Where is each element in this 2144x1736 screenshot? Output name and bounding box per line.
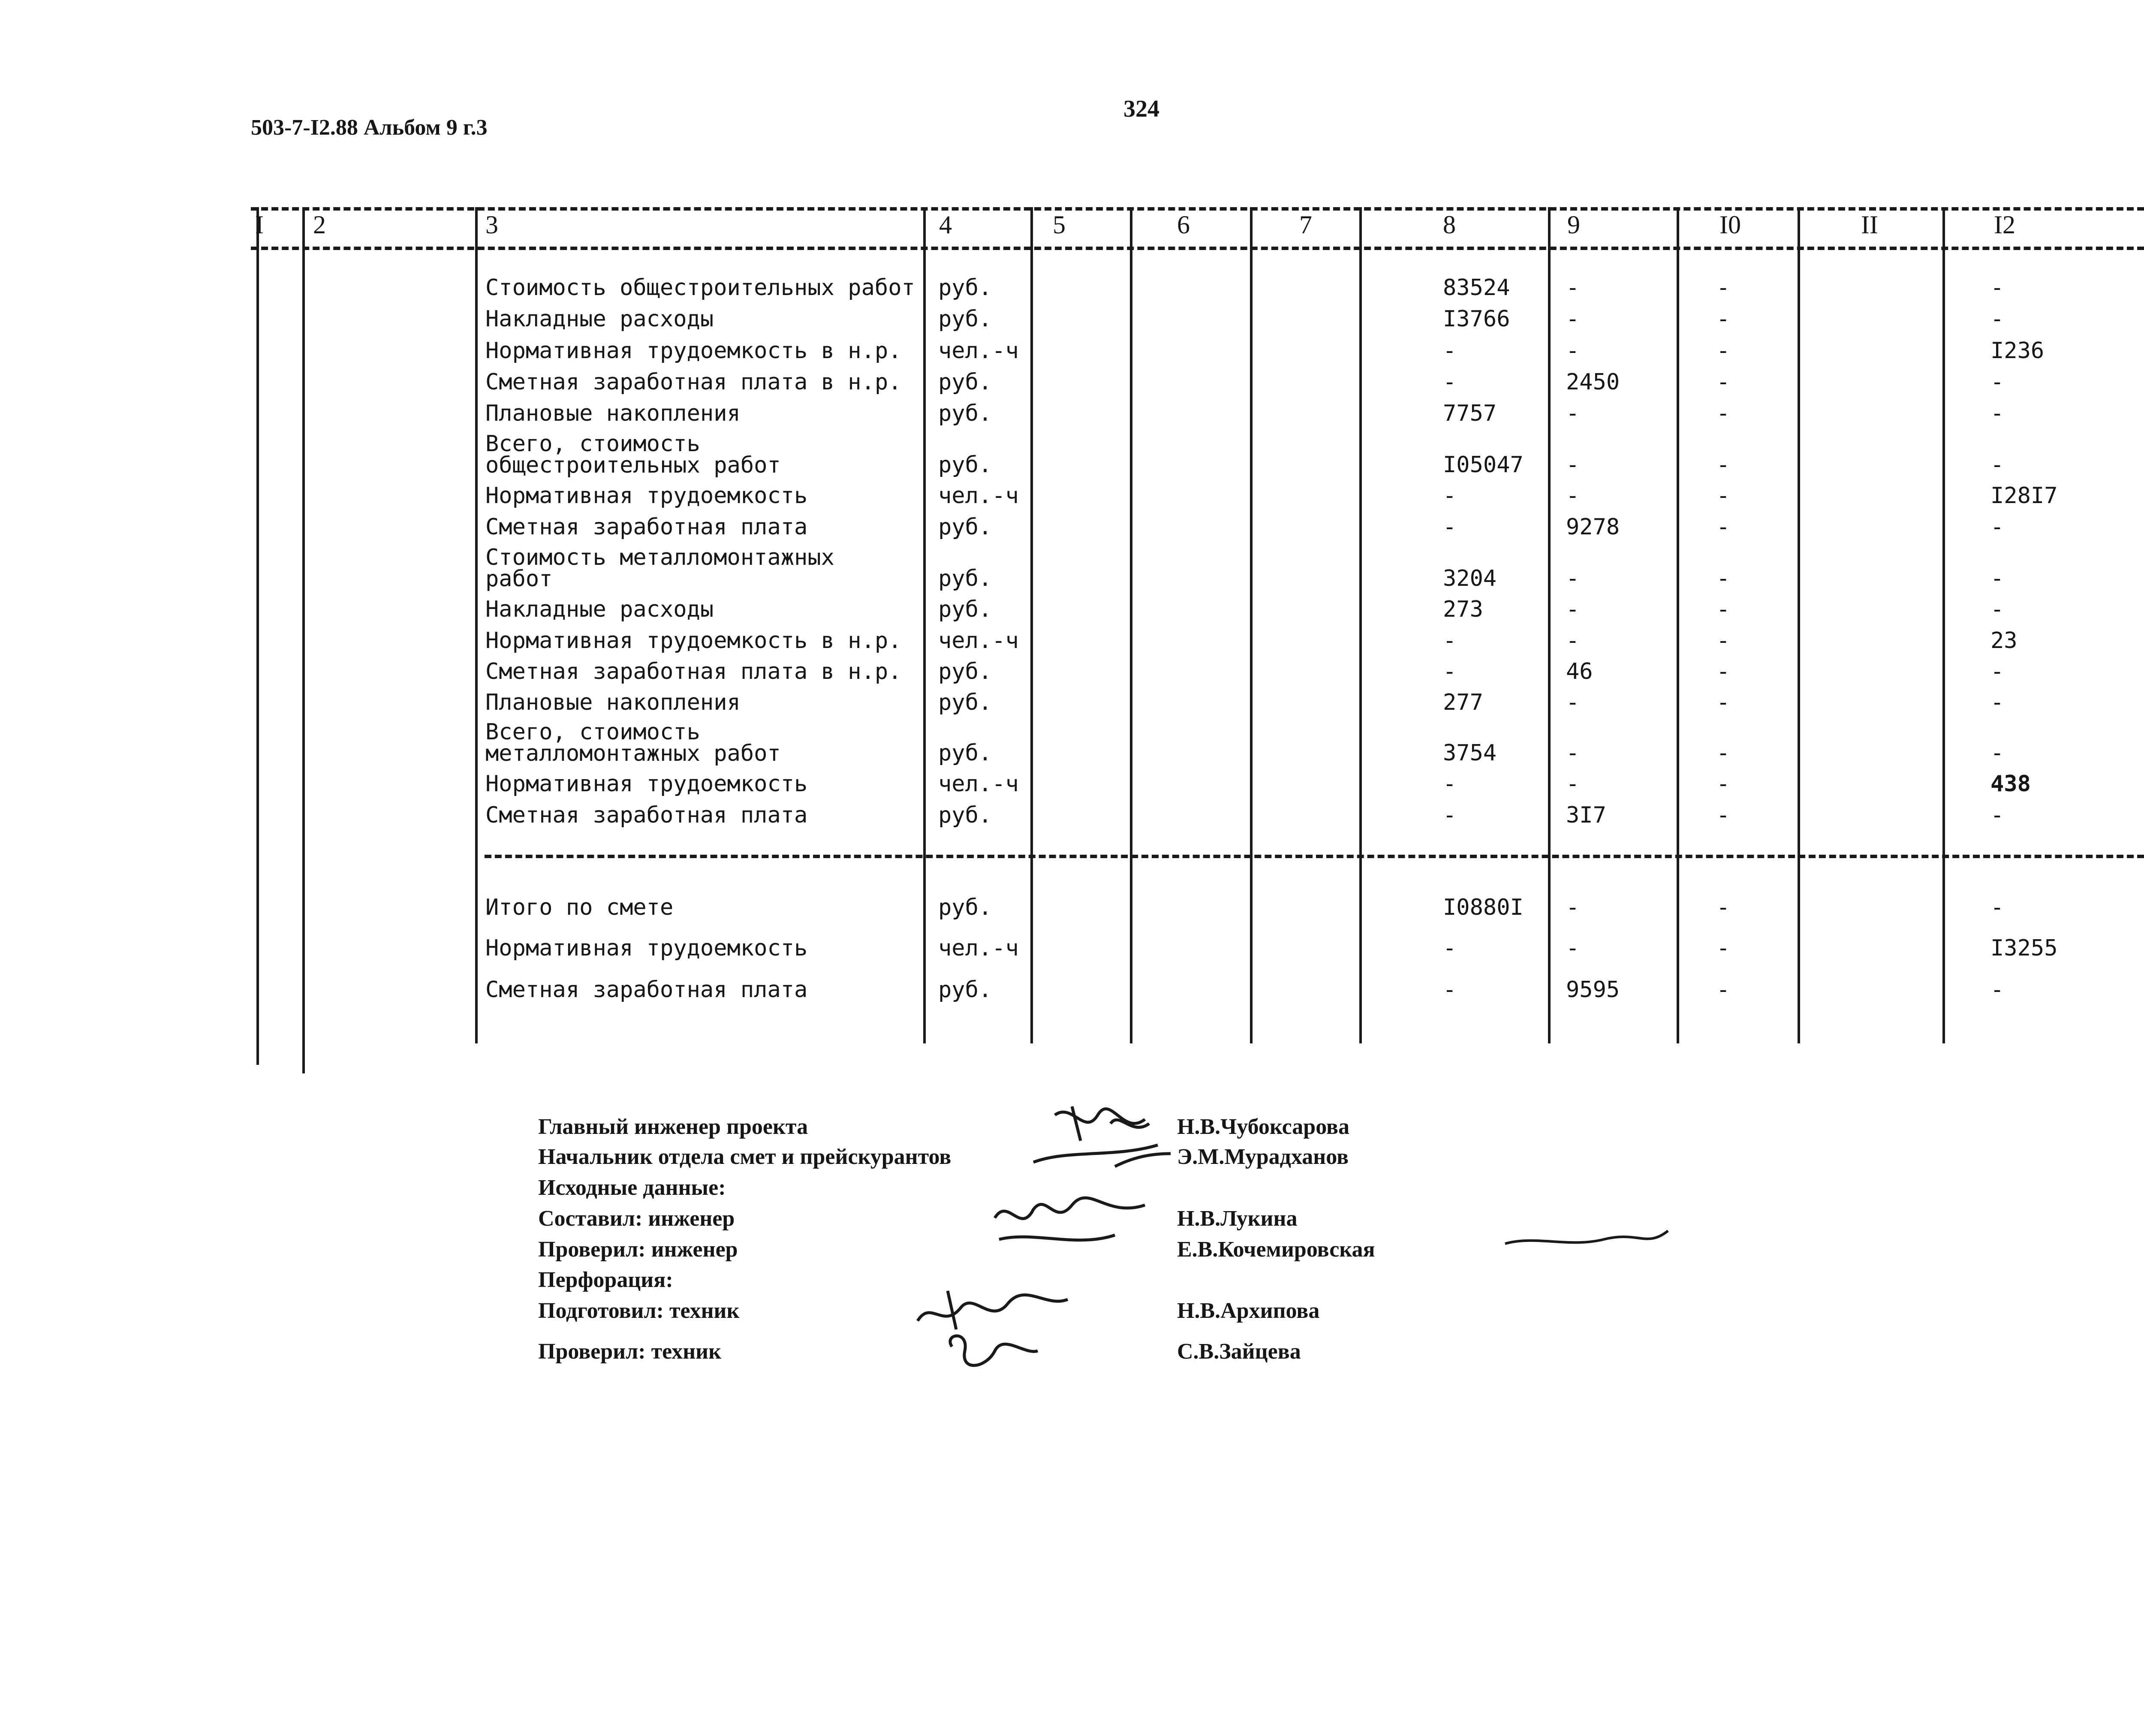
signature-name: Н.В.Чубоксарова xyxy=(1177,1115,1350,1139)
row-description: Стоимость металломонтажных работ xyxy=(485,545,834,592)
row-description: Плановые накопления xyxy=(485,690,741,715)
row-description: Нормативная трудоемкость в н.р. xyxy=(485,628,902,654)
row-col10: - xyxy=(1716,628,1730,654)
row-description: Нормативная трудоемкость xyxy=(485,771,808,797)
row-col9: - xyxy=(1566,597,1580,622)
row-description: Сметная заработная плата в н.р. xyxy=(485,369,902,395)
handwritten-signature-tech-checker xyxy=(939,1325,1042,1381)
page-number: 324 xyxy=(1123,96,1159,122)
row-col8: - xyxy=(1443,369,1457,395)
row-col8: - xyxy=(1443,514,1457,540)
signature-role: Главный инженер проекта xyxy=(538,1115,808,1139)
column-header-9: 9 xyxy=(1567,211,1580,239)
signature-role: Начальник отдела смет и прейскурантов xyxy=(538,1145,952,1169)
row-unit: руб. xyxy=(938,306,992,332)
row-col12: - xyxy=(1990,306,2004,332)
row-col8: - xyxy=(1443,338,1457,364)
row-unit: руб. xyxy=(938,740,992,766)
column-header-3: 3 xyxy=(485,211,498,239)
column-line-3 xyxy=(475,207,478,1043)
total-col9: - xyxy=(1566,935,1580,961)
row-description: Нормативная трудоемкость xyxy=(485,483,808,509)
row-description: Плановые накопления xyxy=(485,401,741,426)
row-unit: чел.-ч xyxy=(938,628,1019,654)
column-header-11: II xyxy=(1861,211,1878,239)
row-col9: 9278 xyxy=(1566,514,1620,540)
row-col8: - xyxy=(1443,802,1457,828)
row-description: Сметная заработная плата в н.р. xyxy=(485,659,902,684)
signature-role: Подготовил: техник xyxy=(538,1299,740,1323)
signature-role: Исходные данные: xyxy=(538,1175,726,1200)
row-col10: - xyxy=(1716,659,1730,684)
total-unit: руб. xyxy=(938,895,992,920)
column-header-5: 5 xyxy=(1053,211,1066,239)
row-unit: чел.-ч xyxy=(938,338,1019,364)
total-col12: I3255 xyxy=(1990,935,2058,961)
row-description: Накладные расходы xyxy=(485,306,714,332)
total-unit: руб. xyxy=(938,977,992,1003)
row-unit: руб. xyxy=(938,597,992,622)
total-description: Итого по смете xyxy=(485,895,674,920)
column-line-2 xyxy=(302,207,305,1073)
row-col9: - xyxy=(1566,401,1580,426)
total-col10: - xyxy=(1716,977,1730,1003)
row-col12: I28I7 xyxy=(1990,483,2058,509)
column-line-4 xyxy=(923,207,926,1043)
row-col10: - xyxy=(1716,369,1730,395)
row-description: Сметная заработная плата xyxy=(485,514,808,540)
row-col10: - xyxy=(1716,338,1730,364)
row-unit: руб. xyxy=(938,275,992,301)
row-description: Накладные расходы xyxy=(485,597,714,622)
row-col12: I236 xyxy=(1990,338,2045,364)
row-col9: - xyxy=(1566,740,1580,766)
row-description: Всего, стоимость общестроительных работ xyxy=(485,431,781,478)
signature-name: Э.М.Мурадханов xyxy=(1177,1145,1349,1169)
row-col8: 3754 xyxy=(1443,740,1497,766)
total-description: Нормативная трудоемкость xyxy=(485,935,808,961)
column-header-7: 7 xyxy=(1299,211,1312,239)
total-col8: I0880I xyxy=(1443,895,1524,920)
row-col10: - xyxy=(1716,483,1730,509)
row-col12: 23 xyxy=(1990,628,2018,654)
row-description: Нормативная трудоемкость в н.р. xyxy=(485,338,902,364)
row-col9: - xyxy=(1566,566,1580,591)
row-unit: руб. xyxy=(938,566,992,591)
row-col8: 7757 xyxy=(1443,401,1497,426)
row-description: Всего, стоимость металломонтажных работ xyxy=(485,719,781,766)
signature-role: Составил: инженер xyxy=(538,1206,735,1231)
row-col12: - xyxy=(1990,659,2004,684)
total-col9: - xyxy=(1566,895,1580,920)
row-unit: руб. xyxy=(938,514,992,540)
row-col8: 277 xyxy=(1443,690,1483,715)
row-col9: - xyxy=(1566,306,1580,332)
row-unit: руб. xyxy=(938,369,992,395)
row-col12: 438 xyxy=(1990,771,2031,797)
document-code: 503-7-I2.88 Альбом 9 г.3 xyxy=(251,115,488,140)
total-col9: 9595 xyxy=(1566,977,1620,1003)
row-col9: - xyxy=(1566,338,1580,364)
row-unit: руб. xyxy=(938,401,992,426)
total-col10: - xyxy=(1716,895,1730,920)
row-col10: - xyxy=(1716,452,1730,478)
row-col10: - xyxy=(1716,514,1730,540)
handwritten-signature-head xyxy=(1029,1132,1175,1175)
row-col12: - xyxy=(1990,452,2004,478)
column-header-2: 2 xyxy=(313,211,326,239)
row-col9: - xyxy=(1566,275,1580,301)
row-col12: - xyxy=(1990,514,2004,540)
row-col8: 3204 xyxy=(1443,566,1497,591)
row-col8: 83524 xyxy=(1443,275,1510,301)
row-col8: - xyxy=(1443,483,1457,509)
column-header-10: I0 xyxy=(1719,211,1741,239)
row-col9: 46 xyxy=(1566,659,1593,684)
row-col10: - xyxy=(1716,771,1730,797)
signature-name: Е.В.Кочемировская xyxy=(1177,1237,1375,1262)
row-description: Сметная заработная плата xyxy=(485,802,808,828)
row-col9: - xyxy=(1566,452,1580,478)
row-unit: руб. xyxy=(938,659,992,684)
column-line-1 xyxy=(256,207,259,1065)
row-unit: руб. xyxy=(938,802,992,828)
handwritten-signature-compiler xyxy=(982,1188,1153,1261)
table-top-border xyxy=(251,207,2144,211)
row-col9: 3I7 xyxy=(1566,802,1606,828)
row-col10: - xyxy=(1716,306,1730,332)
column-header-6: 6 xyxy=(1177,211,1190,239)
total-unit: чел.-ч xyxy=(938,935,1019,961)
row-col12: - xyxy=(1990,597,2004,622)
column-line-10 xyxy=(1677,207,1679,1043)
column-line-9 xyxy=(1548,207,1551,1043)
column-header-4: 4 xyxy=(939,211,952,239)
row-col12: - xyxy=(1990,401,2004,426)
total-col8: - xyxy=(1443,935,1457,961)
row-col12: - xyxy=(1990,802,2004,828)
row-col9: - xyxy=(1566,771,1580,797)
row-col10: - xyxy=(1716,597,1730,622)
total-description: Сметная заработная плата xyxy=(485,977,808,1003)
row-col8: I05047 xyxy=(1443,452,1524,478)
signature-name: Н.В.Архипова xyxy=(1177,1299,1320,1323)
row-col10: - xyxy=(1716,401,1730,426)
row-col10: - xyxy=(1716,690,1730,715)
row-col9: - xyxy=(1566,628,1580,654)
column-line-12 xyxy=(1942,207,1945,1043)
row-col12: - xyxy=(1990,690,2004,715)
column-line-11 xyxy=(1798,207,1800,1043)
signature-name: С.В.Зайцева xyxy=(1177,1339,1301,1364)
total-col8: - xyxy=(1443,977,1457,1003)
row-col10: - xyxy=(1716,740,1730,766)
row-col9: - xyxy=(1566,483,1580,509)
row-col12: - xyxy=(1990,369,2004,395)
row-unit: руб. xyxy=(938,452,992,478)
row-unit: руб. xyxy=(938,690,992,715)
handwritten-signature-checker-line xyxy=(1501,1227,1672,1261)
column-header-1: I xyxy=(255,211,264,239)
signature-role: Проверил: инженер xyxy=(538,1237,738,1262)
row-unit: чел.-ч xyxy=(938,483,1019,509)
column-header-12: I2 xyxy=(1994,211,2015,239)
column-line-6 xyxy=(1130,207,1132,1043)
total-col12: - xyxy=(1990,977,2004,1003)
row-col10: - xyxy=(1716,275,1730,301)
column-line-7 xyxy=(1250,207,1253,1043)
row-unit: чел.-ч xyxy=(938,771,1019,797)
row-col8: - xyxy=(1443,771,1457,797)
row-col12: - xyxy=(1990,566,2004,591)
total-col10: - xyxy=(1716,935,1730,961)
row-col8: I3766 xyxy=(1443,306,1510,332)
total-col12: - xyxy=(1990,895,2004,920)
signature-name: Н.В.Лукина xyxy=(1177,1206,1298,1231)
table-header-border xyxy=(251,247,2144,250)
row-col10: - xyxy=(1716,566,1730,591)
subtotal-separator xyxy=(485,855,2144,858)
row-col8: 273 xyxy=(1443,597,1483,622)
row-description: Стоимость общестроительных работ xyxy=(485,275,915,301)
column-line-8 xyxy=(1359,207,1362,1043)
row-col9: 2450 xyxy=(1566,369,1620,395)
column-line-5 xyxy=(1030,207,1033,1043)
row-col8: - xyxy=(1443,659,1457,684)
signature-role: Проверил: техник xyxy=(538,1339,722,1364)
column-header-8: 8 xyxy=(1443,211,1456,239)
row-col12: - xyxy=(1990,740,2004,766)
row-col12: - xyxy=(1990,275,2004,301)
row-col8: - xyxy=(1443,628,1457,654)
row-col9: - xyxy=(1566,690,1580,715)
signature-role: Перфорация: xyxy=(538,1268,673,1292)
row-col10: - xyxy=(1716,802,1730,828)
